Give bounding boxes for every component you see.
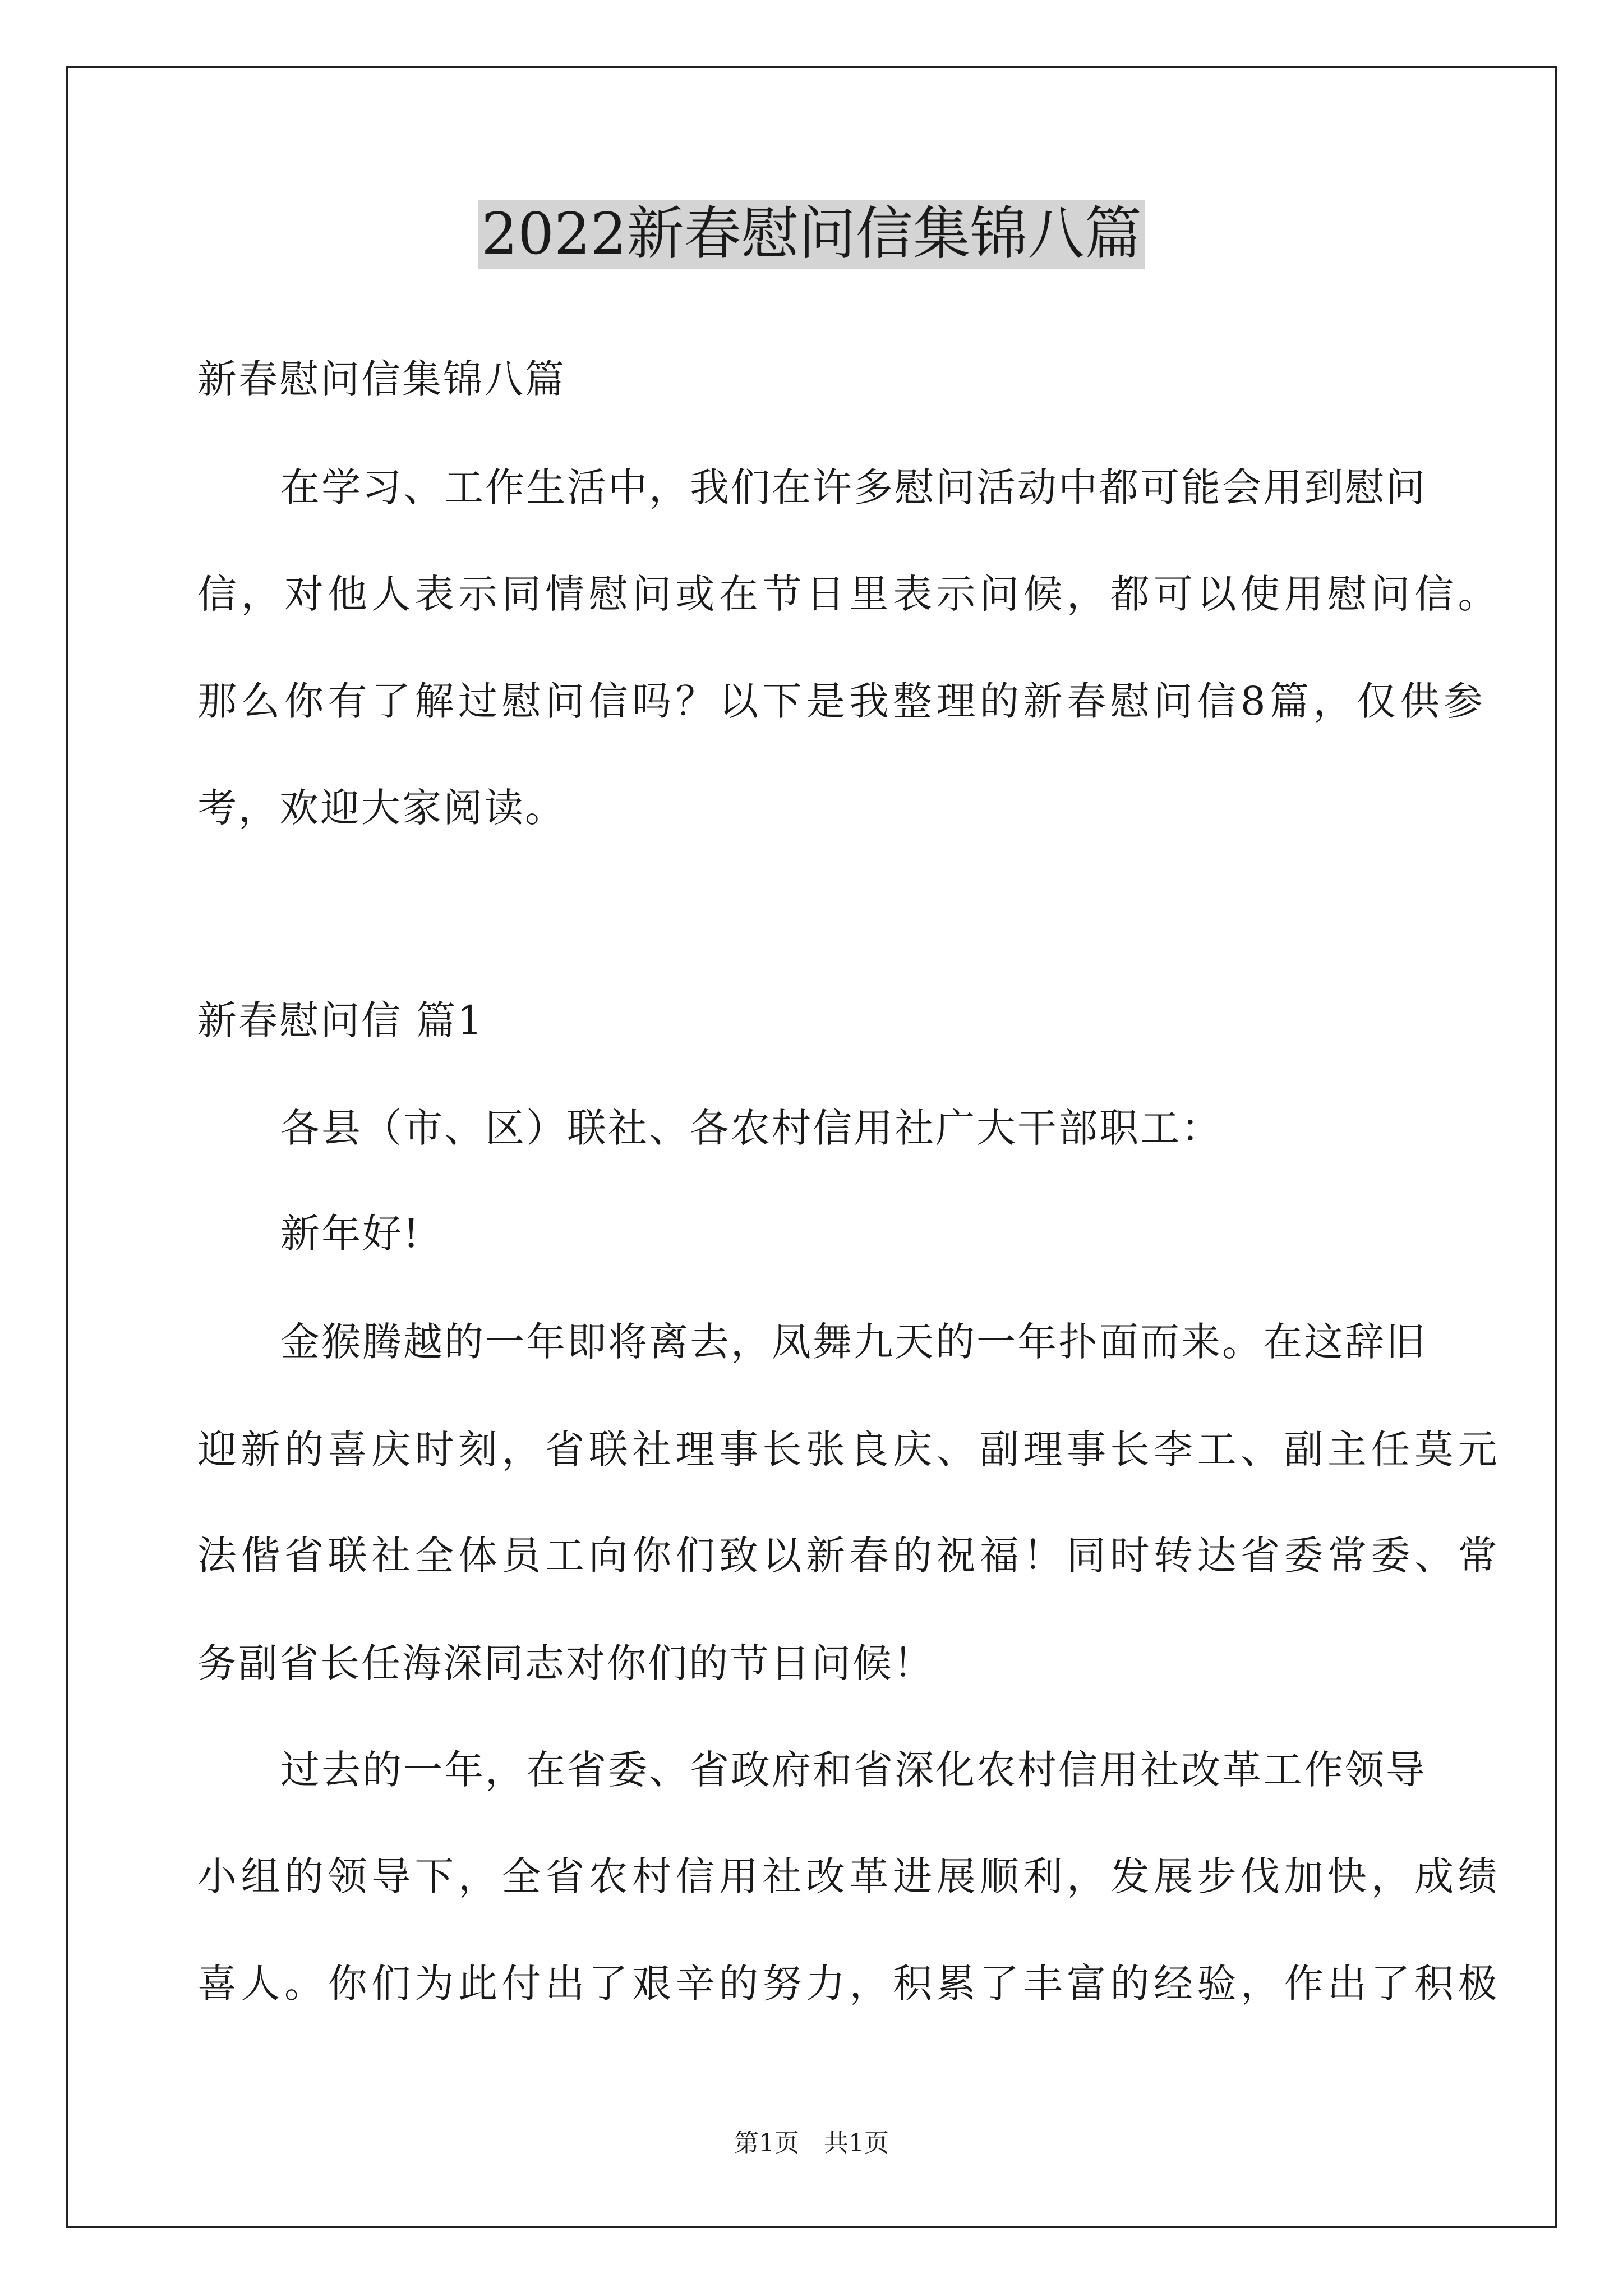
document-title	[0, 198, 1623, 271]
body-line-7: 喜人。你们为此付出了艰辛的努力，积累了丰富的经验，作出了积极	[197, 1961, 1501, 2007]
body-line-3: 法偕省联社全体员工向你们致以新春的祝福！同时转达省委常委、常	[197, 1533, 1501, 1579]
document-title-text: 2022新春慰问信集锦八篇	[478, 200, 1145, 269]
intro-line-4: 考，欢迎大家阅读。	[197, 785, 566, 831]
body-line-1: 金猴腾越的一年即将离去，凤舞九天的一年扑面而来。在这辞旧	[280, 1319, 1427, 1365]
body-line-2: 迎新的喜庆时刻，省联社理事长张良庆、副理事长李工、副主任莫元	[197, 1427, 1501, 1473]
intro-line-1: 在学习、工作生活中，我们在许多慰问活动中都可能会用到慰问	[280, 464, 1427, 510]
intro-line-2: 信，对他人表示同情慰问或在节日里表示问候，都可以使用慰问信。	[197, 571, 1501, 617]
section-heading: 新春慰问信 篇1	[197, 997, 484, 1043]
body-line-4: 务副省长任海深同志对你们的节日问候！	[197, 1640, 934, 1686]
greeting: 新年好!	[280, 1211, 421, 1257]
body-line-5: 过去的一年，在省委、省政府和省深化农村信用社改革工作领导	[280, 1747, 1427, 1793]
document-subtitle: 新春慰问信集锦八篇	[197, 356, 566, 402]
intro-line-3: 那么你有了解过慰问信吗？以下是我整理的新春慰问信8篇，仅供参	[197, 678, 1487, 724]
page-number: 第1页 共1页	[734, 2129, 889, 2157]
salutation: 各县（市、区）联社、各农村信用社广大干部职工：	[280, 1105, 1222, 1151]
body-line-6: 小组的领导下，全省农村信用社改革进展顺利，发展步伐加快，成绩	[197, 1853, 1501, 1899]
